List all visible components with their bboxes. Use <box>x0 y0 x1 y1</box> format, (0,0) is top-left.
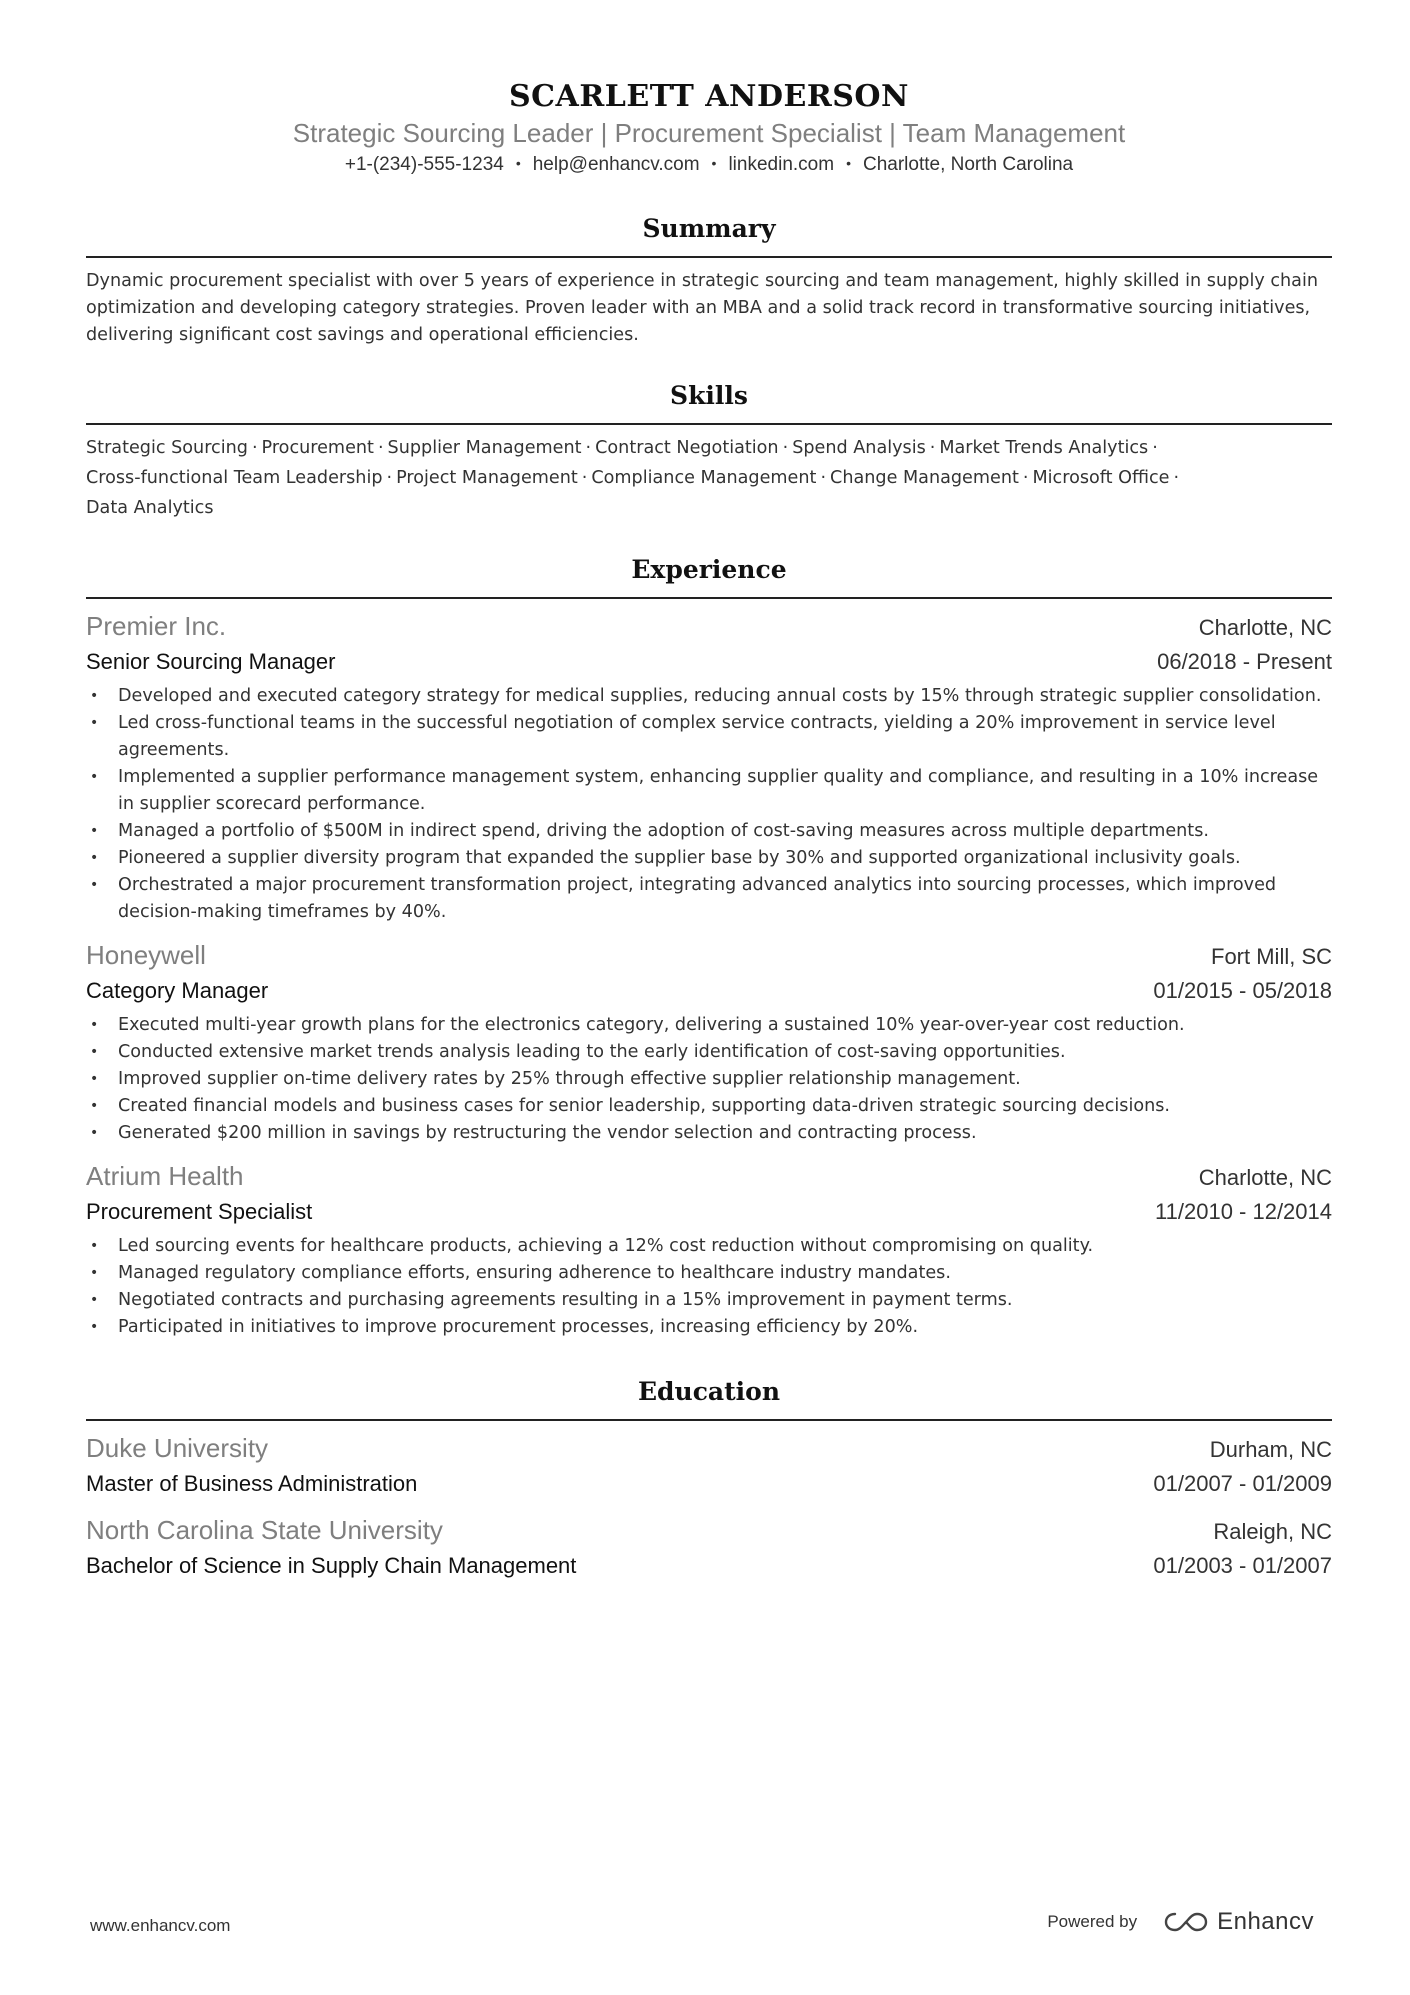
footer-branding <box>1047 1908 1314 1936</box>
achievement-item: • Improved supplier on-time delivery rates by 25% through effective supplier relationship management. <box>86 1066 1332 1093</box>
skill-separator: · <box>929 438 936 458</box>
bullet-icon: • <box>90 1017 99 1033</box>
job-location: Charlotte, NC <box>1198 615 1332 640</box>
skill-separator: · <box>1152 438 1158 458</box>
job-location: Fort Mill, SC <box>1211 944 1332 969</box>
bullet-icon: • <box>90 1265 99 1281</box>
contact-line <box>86 150 1332 178</box>
education-entry <box>86 1431 1332 1501</box>
contact-linkedin[interactable]: linkedin.com <box>728 154 835 175</box>
school-name: Duke University <box>86 1433 269 1463</box>
achievement-list <box>86 1233 1332 1341</box>
education-entry <box>86 1513 1332 1583</box>
experience-entry <box>86 938 1332 1147</box>
skill-item: Project Management <box>396 468 578 488</box>
skill-item: Data Analytics <box>86 498 214 518</box>
bullet-icon: • <box>90 1319 99 1335</box>
contact-separator: • <box>515 155 521 171</box>
summary-section <box>86 212 1332 349</box>
achievement-item: • Generated $200 million in savings by restructuring the vendor selection and contracting process. <box>86 1120 1332 1147</box>
contact-separator: • <box>711 155 717 171</box>
achievement-item: • Led sourcing events for healthcare products, achieving a 12% cost reduction without compromising on quality. <box>86 1233 1332 1260</box>
achievement-item: • Managed regulatory compliance efforts, ensuring adherence to healthcare industry mandates. <box>86 1260 1332 1287</box>
skill-separator: · <box>251 438 258 458</box>
bullet-icon: • <box>90 688 99 704</box>
bullet-icon: • <box>90 1044 99 1060</box>
enhancv-logo-icon <box>1163 1910 1209 1934</box>
job-dates: 06/2018 - Present <box>1157 649 1332 674</box>
achievement-item: • Implemented a supplier performance management system, enhancing supplier quality and compliance, and resulting in a 10% increase in supplier scorecard performance. <box>86 764 1332 818</box>
job-location: Charlotte, NC <box>1198 1165 1332 1190</box>
skill-item: Compliance Management <box>591 468 817 488</box>
bullet-icon: • <box>90 1071 99 1087</box>
job-title: Senior Sourcing Manager <box>86 649 336 674</box>
resume-page <box>86 0 1332 1583</box>
achievement-list <box>86 1012 1332 1147</box>
bullet-icon: • <box>90 769 99 785</box>
skill-separator: · <box>1173 468 1180 488</box>
resume-header <box>86 0 1332 178</box>
degree: Master of Business Administration <box>86 1471 418 1496</box>
skill-item: Procurement <box>261 438 374 458</box>
skill-separator: · <box>386 468 393 488</box>
brand-logo[interactable] <box>1163 1908 1314 1936</box>
job-title: Procurement Specialist <box>86 1199 313 1224</box>
achievement-item: • Executed multi-year growth plans for the electronics category, delivering a sustained 10% year-over-year cost reduction. <box>86 1012 1332 1039</box>
skill-item: Cross-functional Team Leadership <box>86 468 383 488</box>
powered-by-label: Powered by <box>1047 1912 1138 1931</box>
skills-list <box>86 433 1332 523</box>
job-dates: 01/2015 - 05/2018 <box>1153 978 1332 1003</box>
candidate-headline: Strategic Sourcing Leader | Procurement Specialist | Team Management <box>292 118 1126 148</box>
contact-separator: • <box>846 155 851 171</box>
skill-separator: · <box>585 438 592 458</box>
achievement-item: • Created financial models and business cases for senior leadership, supporting data-driven strategic sourcing decisions. <box>86 1093 1332 1120</box>
candidate-name: SCARLETT ANDERSON <box>509 79 909 114</box>
achievement-item: • Led cross-functional teams in the successful negotiation of complex service contracts, yielding a 20% improvement in service level agreements. <box>86 710 1332 764</box>
skill-item: Change Management <box>830 468 1019 488</box>
skill-item: Spend Analysis <box>792 438 926 458</box>
company-name: Atrium Health <box>86 1161 244 1191</box>
bullet-icon: • <box>90 877 99 893</box>
skill-item: Contract Negotiation <box>595 438 779 458</box>
school-location: Raleigh, NC <box>1213 1519 1332 1544</box>
skills-section <box>86 379 1332 523</box>
experience-entry <box>86 609 1332 926</box>
summary-title: Summary <box>86 212 1332 258</box>
school-name: North Carolina State University <box>86 1515 443 1545</box>
skill-separator: · <box>820 468 827 488</box>
bullet-icon: • <box>90 850 99 866</box>
contact-location: Charlotte, North Carolina <box>862 154 1074 175</box>
education-dates: 01/2003 - 01/2007 <box>1153 1553 1332 1578</box>
bullet-icon: • <box>90 1125 99 1141</box>
skill-separator: · <box>581 468 588 488</box>
contact-email[interactable]: help@enhancv.com <box>532 154 700 175</box>
achievement-item: • Orchestrated a major procurement transformation project, integrating advanced analytics into sourcing processes, which improved decision-making timeframes by 40%. <box>86 872 1332 926</box>
job-dates: 11/2010 - 12/2014 <box>1155 1199 1332 1224</box>
footer-website[interactable]: www.enhancv.com <box>90 1916 231 1935</box>
company-name: Premier Inc. <box>86 611 227 641</box>
skill-separator: · <box>782 438 789 458</box>
contact-phone: +1-(234)-555-1234 <box>344 154 504 175</box>
experience-section <box>86 553 1332 1341</box>
degree: Bachelor of Science in Supply Chain Management <box>86 1553 577 1578</box>
job-title: Category Manager <box>86 978 269 1003</box>
bullet-icon: • <box>90 1292 99 1308</box>
achievement-item: • Managed a portfolio of $500M in indirect spend, driving the adoption of cost-saving measures across multiple departments. <box>86 818 1332 845</box>
bullet-icon: • <box>90 823 99 839</box>
education-dates: 01/2007 - 01/2009 <box>1153 1471 1332 1496</box>
achievement-list <box>86 683 1332 926</box>
achievement-item: • Negotiated contracts and purchasing agreements resulting in a 15% improvement in payment terms. <box>86 1287 1332 1314</box>
experience-title: Experience <box>86 553 1332 599</box>
education-section <box>86 1375 1332 1583</box>
summary-text: Dynamic procurement specialist with over 5 years of experience in strategic sourcing and team management, highly skilled in supply chain optimization and developing category strategies. Proven leader with an MBA and a solid track record in transformative sourcing initiatives, delivering significant cost savings and operational efficiencies. <box>86 271 1318 345</box>
education-title: Education <box>86 1375 1332 1421</box>
achievement-item: • Participated in initiatives to improve procurement processes, increasing efficiency by 20%. <box>86 1314 1332 1341</box>
bullet-icon: • <box>90 715 99 731</box>
skill-item: Supplier Management <box>387 438 582 458</box>
school-location: Durham, NC <box>1209 1437 1332 1462</box>
experience-entry <box>86 1159 1332 1341</box>
achievement-item: • Conducted extensive market trends analysis leading to the early identification of cost-saving opportunities. <box>86 1039 1332 1066</box>
skill-item: Microsoft Office <box>1032 468 1170 488</box>
achievement-item: • Developed and executed category strategy for medical supplies, reducing annual costs by 15% through strategic supplier consolidation. <box>86 683 1332 710</box>
bullet-icon: • <box>90 1098 99 1114</box>
skill-separator: · <box>377 438 384 458</box>
skills-title: Skills <box>86 379 1332 425</box>
brand-name: Enhancv <box>1217 1908 1314 1935</box>
skill-item: Market Trends Analytics <box>939 438 1149 458</box>
bullet-icon: • <box>90 1238 99 1254</box>
company-name: Honeywell <box>86 940 206 970</box>
skill-separator: · <box>1022 468 1029 488</box>
achievement-item: • Pioneered a supplier diversity program that expanded the supplier base by 30% and supported organizational inclusivity goals. <box>86 845 1332 872</box>
skill-item: Strategic Sourcing <box>86 438 248 458</box>
